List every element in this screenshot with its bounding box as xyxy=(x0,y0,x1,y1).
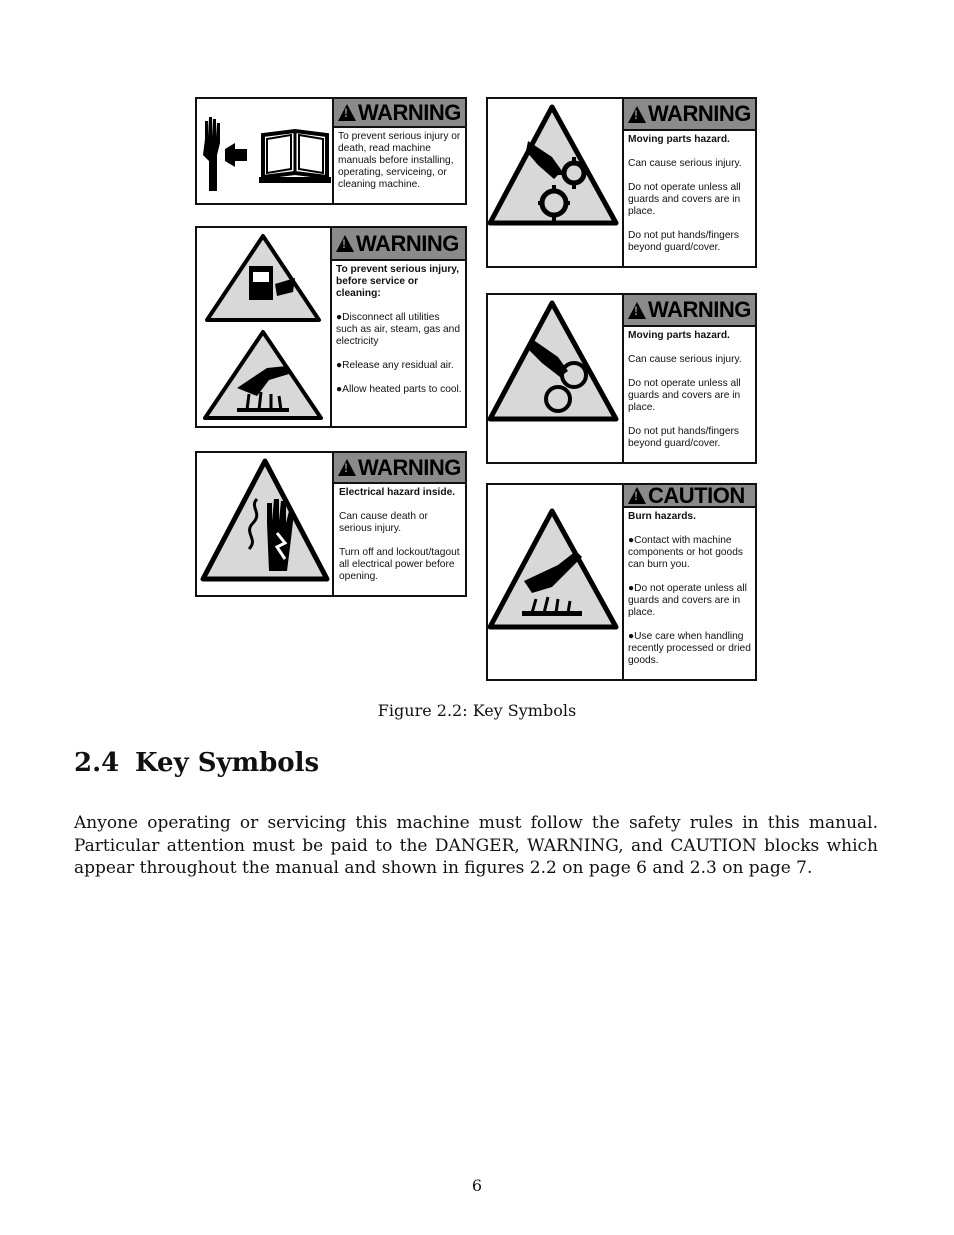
sign-header: WARNING xyxy=(358,454,461,480)
figure-caption: Figure 2.2: Key Symbols xyxy=(377,701,577,720)
sign-text: Can cause death or serious injury. xyxy=(339,511,428,534)
sign-text: Moving parts hazard. xyxy=(628,330,730,341)
gear-entanglement-icon xyxy=(488,99,624,266)
sign-text: Turn off and lockout/tagout all electrical power before opening. xyxy=(339,547,460,582)
warning-sign-read-manual xyxy=(195,97,467,205)
sign-header: CAUTION xyxy=(648,485,745,508)
body-paragraph: Anyone operating or servicing this machine must follow the safety rules in this manual. Particular attention must be paid to the DANGER, WARNING, and CAUTION blocks which appear throughout the manual and shown in figures 2.2 on page 6 and 2.3 on page 7. xyxy=(74,813,878,878)
sign-header: WARNING xyxy=(648,297,751,322)
sign-text: Moving parts hazard. xyxy=(628,134,730,145)
alert-triangle-icon xyxy=(628,106,646,123)
page-number: 6 xyxy=(471,1176,483,1195)
sign-header: WARNING xyxy=(356,230,459,256)
sign-text: Can cause serious injury. xyxy=(628,354,742,365)
sign-text: Do not operate unless all guards and covers are in place. xyxy=(628,182,741,217)
sign-text: Do not operate unless all guards and covers are in place. xyxy=(628,378,741,413)
caution-sign-burn xyxy=(486,483,757,681)
sign-header: WARNING xyxy=(358,99,461,125)
roller-entanglement-icon xyxy=(488,295,624,462)
sign-text: ●Allow heated parts to cool. xyxy=(336,384,462,395)
read-manual-icon xyxy=(197,99,334,203)
warning-sign-service xyxy=(195,226,467,428)
sign-text: Electrical hazard inside. xyxy=(339,487,456,498)
alert-triangle-icon xyxy=(338,104,356,121)
sign-text: Do not put hands/fingers beyond guard/cover. xyxy=(628,426,740,449)
sign-text: Can cause serious injury. xyxy=(628,158,742,169)
section-heading xyxy=(74,748,319,778)
sign-text: To prevent serious injury or death, read machine manuals before installing, operating, serviceing, or cleaning machine. xyxy=(338,131,461,190)
sign-text: ●Disconnect all utilities such as air, steam, gas and electricity xyxy=(336,312,461,347)
crush-and-hot-surface-icon xyxy=(197,228,332,426)
sign-text: Burn hazards. xyxy=(628,511,696,522)
section-number: 2.4 xyxy=(74,748,120,778)
sign-text: ●Contact with machine components or hot goods can burn you. xyxy=(628,535,743,570)
sign-text: ●Do not operate unless all guards and covers are in place. xyxy=(628,583,747,618)
sign-header: WARNING xyxy=(648,101,751,126)
sign-text: ●Release any residual air. xyxy=(336,360,454,371)
sign-text: Do not put hands/fingers beyond guard/cover. xyxy=(628,230,740,253)
hot-surface-icon xyxy=(488,485,624,679)
electrical-hazard-icon xyxy=(197,453,334,595)
alert-triangle-icon xyxy=(628,302,646,319)
alert-triangle-icon xyxy=(336,235,354,252)
warning-sign-electrical xyxy=(195,451,467,597)
warning-sign-moving-parts-rollers xyxy=(486,293,757,464)
alert-triangle-icon xyxy=(338,459,356,476)
warning-sign-moving-parts-gears xyxy=(486,97,757,268)
section-title: Key Symbols xyxy=(135,748,320,778)
sign-text: To prevent serious injury, before service or cleaning: xyxy=(336,264,460,299)
sign-text: ●Use care when handling recently processed or dried goods. xyxy=(628,631,751,666)
alert-triangle-icon xyxy=(628,487,646,504)
